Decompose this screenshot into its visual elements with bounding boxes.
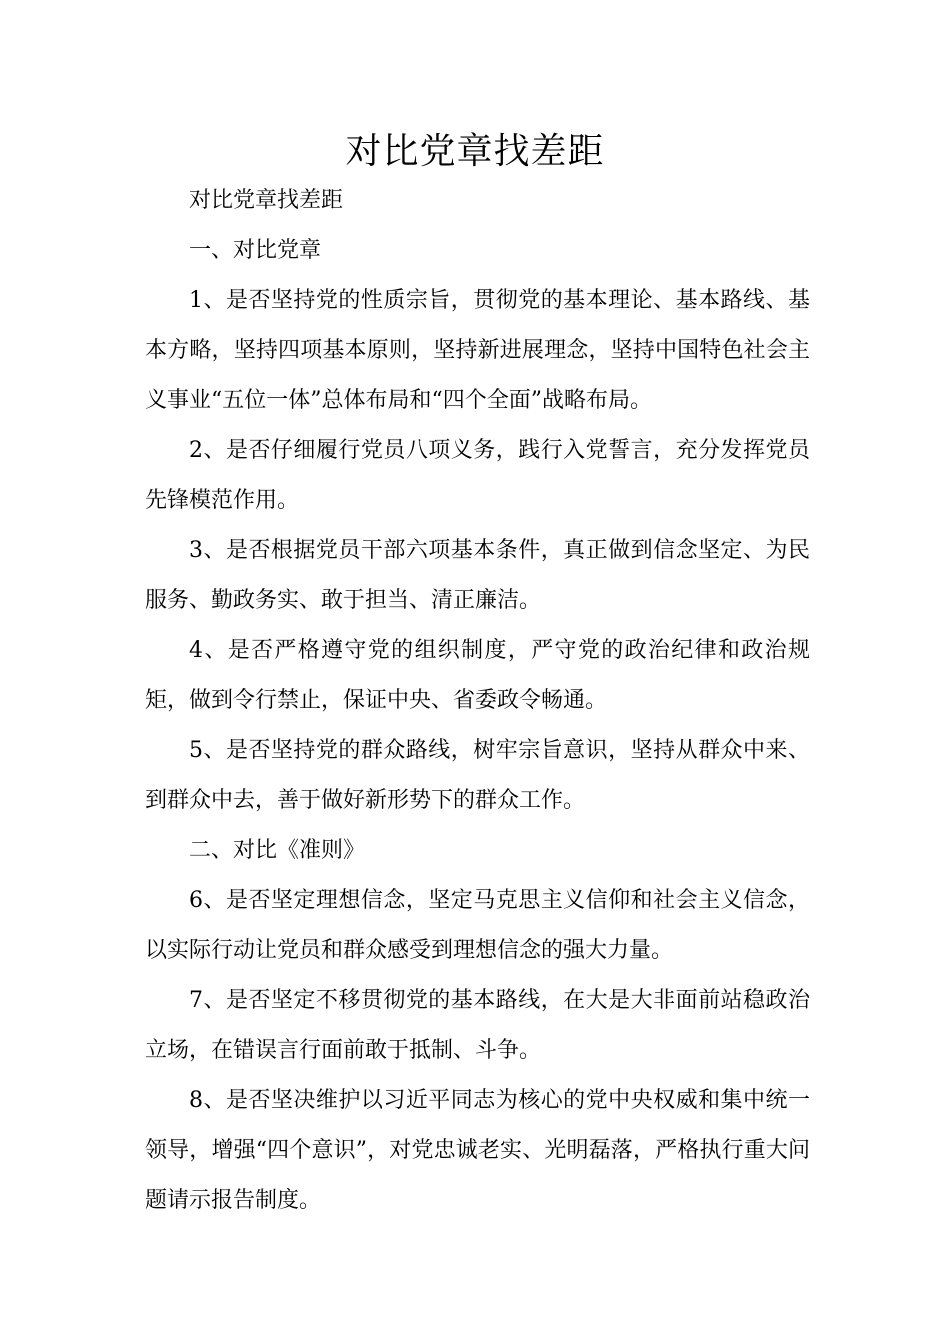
paragraph-item-8: 8、是否坚决维护以习近平同志为核心的党中央权威和集中统一领导，增强“四个意识”，对党忠诚老实、光明磊落，严格执行重大问题请示报告制度。: [145, 1088, 810, 1213]
section-heading-party-constitution: 一、对比党章: [189, 238, 322, 263]
paragraph-item-3: 3、是否根据党员干部六项基本条件，真正做到信念坚定、为民服务、勤政务实、敢于担当、清正廉洁。: [145, 538, 810, 613]
section-heading-guidelines: 二、对比《准则》: [189, 838, 366, 863]
paragraph-subtitle: 对比党章找差距: [189, 188, 344, 213]
paragraph-item-1: 1、是否坚持党的性质宗旨，贯彻党的基本理论、基本路线、基本方略，坚持四项基本原则，坚持新进展理念，坚持中国特色社会主义事业“五位一体”总体布局和“四个全面”战略布局。: [145, 288, 810, 413]
document-body: [145, 176, 810, 1226]
paragraph-item-7: 7、是否坚定不移贯彻党的基本路线，在大是大非面前站稳政治立场，在错误言行面前敢于抵制、斗争。: [145, 988, 810, 1063]
document-title: 对比党章找差距: [345, 131, 605, 172]
paragraph-item-4: 4、是否严格遵守党的组织制度，严守党的政治纪律和政治规矩，做到令行禁止，保证中央、省委政令畅通。: [145, 638, 810, 713]
paragraph-item-2: 2、是否仔细履行党员八项义务，践行入党誓言，充分发挥党员先锋模范作用。: [145, 438, 810, 513]
paragraph-item-5: 5、是否坚持党的群众路线，树牢宗旨意识，坚持从群众中来、到群众中去，善于做好新形势下的群众工作。: [145, 738, 810, 813]
paragraph-item-6: 6、是否坚定理想信念，坚定马克思主义信仰和社会主义信念，以实际行动让党员和群众感受到理想信念的强大力量。: [145, 888, 810, 963]
